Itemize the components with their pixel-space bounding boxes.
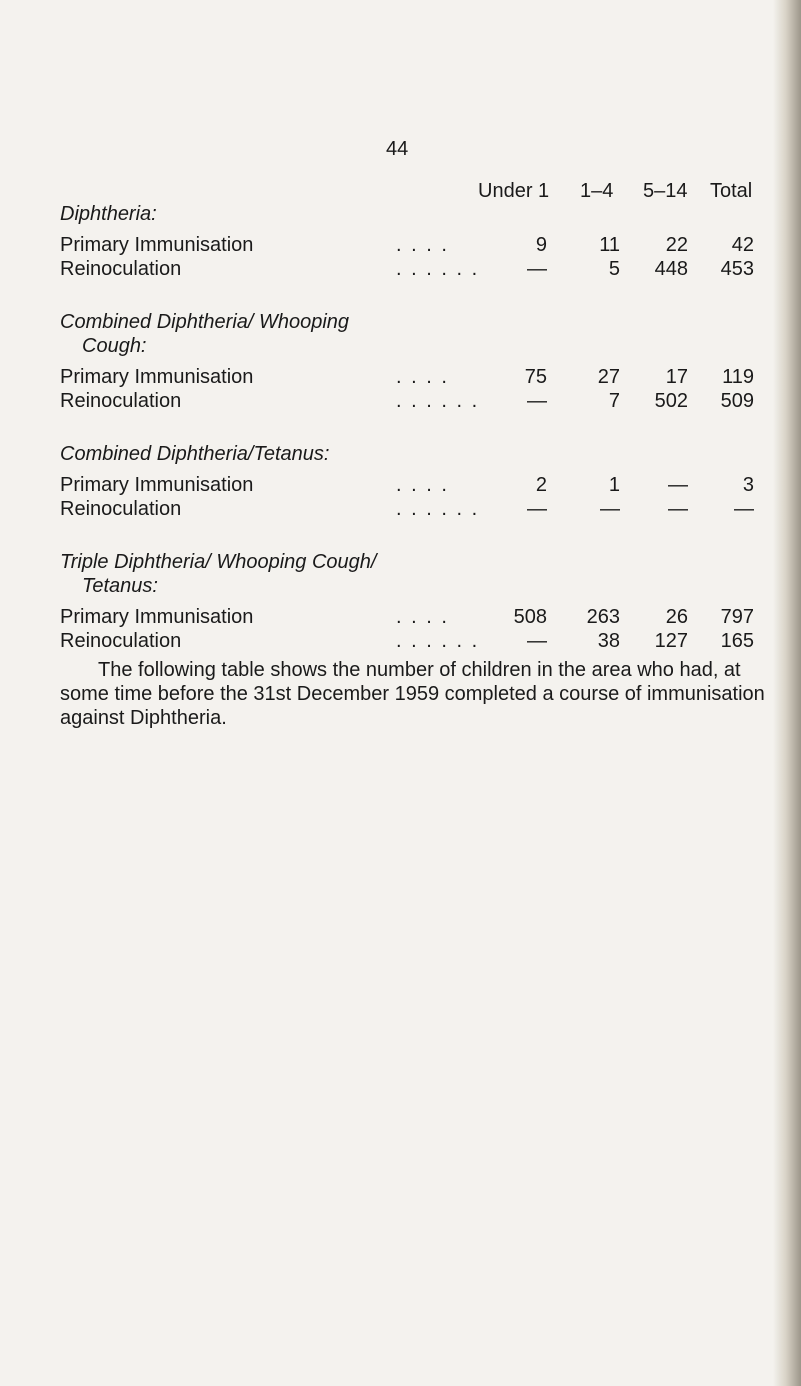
leader-dots: . . . . . .: [396, 630, 480, 652]
cell-1-4: 38: [597, 630, 620, 652]
section-title-triple: [60, 550, 376, 598]
cell-1-4: —: [600, 498, 620, 520]
table-row: [60, 474, 760, 498]
cell-1-4: 263: [586, 606, 620, 628]
cell-5-14: 17: [665, 366, 688, 388]
row-label: Primary Immunisation: [60, 366, 254, 388]
body-paragraph: The following table shows the number of children in the area who had, at some time before the 31st December 1959 completed a course of immunisation against Diphtheria.: [60, 659, 765, 729]
table-row: [60, 498, 760, 522]
row-label: Reinoculation: [60, 630, 182, 652]
cell-5-14: 502: [654, 390, 688, 412]
cell-under-1: 508: [513, 606, 547, 628]
row-label: Reinoculation: [60, 258, 182, 280]
table-row: [60, 390, 760, 414]
leader-dots: . . . .: [396, 606, 449, 628]
cell-under-1: 9: [535, 234, 547, 256]
cell-under-1: 75: [524, 366, 547, 388]
cell-5-14: —: [668, 498, 688, 520]
section-title-diphtheria-tetanus: [60, 442, 329, 466]
row-label: Primary Immunisation: [60, 234, 254, 256]
section-title-diphtheria: [60, 202, 157, 226]
leader-dots: . . . .: [396, 474, 449, 496]
cell-1-4: 11: [599, 234, 620, 256]
page-number: 44: [386, 138, 409, 160]
cell-total: 119: [722, 366, 754, 388]
cell-total: —: [734, 498, 754, 520]
leader-dots: . . . . . .: [396, 258, 480, 280]
cell-total: 453: [720, 258, 754, 280]
table-row: [60, 258, 760, 282]
section-title-line: Combined Diphtheria/Tetanus:: [60, 443, 330, 465]
cell-under-1: 2: [535, 474, 547, 496]
section-title-line: Diphtheria:: [60, 203, 157, 225]
cell-total: 509: [720, 390, 754, 412]
section-title-line: Triple Diphtheria/ Whooping Cough/: [60, 551, 377, 573]
table-row: [60, 606, 760, 630]
cell-total: 797: [720, 606, 754, 628]
column-header-total: Total: [710, 180, 753, 202]
table-row: [60, 234, 760, 258]
cell-total: 42: [731, 234, 754, 256]
row-label: Primary Immunisation: [60, 606, 254, 628]
row-label: Reinoculation: [60, 390, 182, 412]
cell-1-4: 7: [608, 390, 620, 412]
leader-dots: . . . .: [396, 366, 449, 388]
leader-dots: . . . . . .: [396, 498, 480, 520]
cell-under-1: —: [527, 630, 547, 652]
page-edge-shadow: [773, 0, 801, 1386]
column-header-under-1: Under 1: [478, 180, 550, 202]
section-title-diphtheria-whooping-cough: [60, 310, 349, 358]
cell-total: 3: [742, 474, 754, 496]
table-row: [60, 366, 760, 390]
cell-1-4: 27: [597, 366, 620, 388]
cell-total: 165: [720, 630, 754, 652]
section-title-line: Tetanus:: [82, 575, 158, 597]
row-label: Reinoculation: [60, 498, 182, 520]
cell-1-4: 5: [608, 258, 620, 280]
cell-under-1: —: [527, 258, 547, 280]
row-label: Primary Immunisation: [60, 474, 254, 496]
column-header-1-4: 1–4: [580, 180, 614, 202]
cell-5-14: —: [668, 474, 688, 496]
cell-5-14: 22: [665, 234, 688, 256]
cell-under-1: —: [527, 498, 547, 520]
cell-5-14: 448: [654, 258, 688, 280]
leader-dots: . . . . . .: [396, 390, 480, 412]
cell-5-14: 127: [654, 630, 688, 652]
column-header-5-14: 5–14: [643, 180, 688, 202]
cell-under-1: —: [527, 390, 547, 412]
table-row: [60, 630, 760, 654]
cell-1-4: 1: [608, 474, 620, 496]
cell-5-14: 26: [665, 606, 688, 628]
leader-dots: . . . .: [396, 234, 449, 256]
section-title-line: Combined Diphtheria/ Whooping: [60, 311, 350, 333]
section-title-line: Cough:: [82, 335, 147, 357]
